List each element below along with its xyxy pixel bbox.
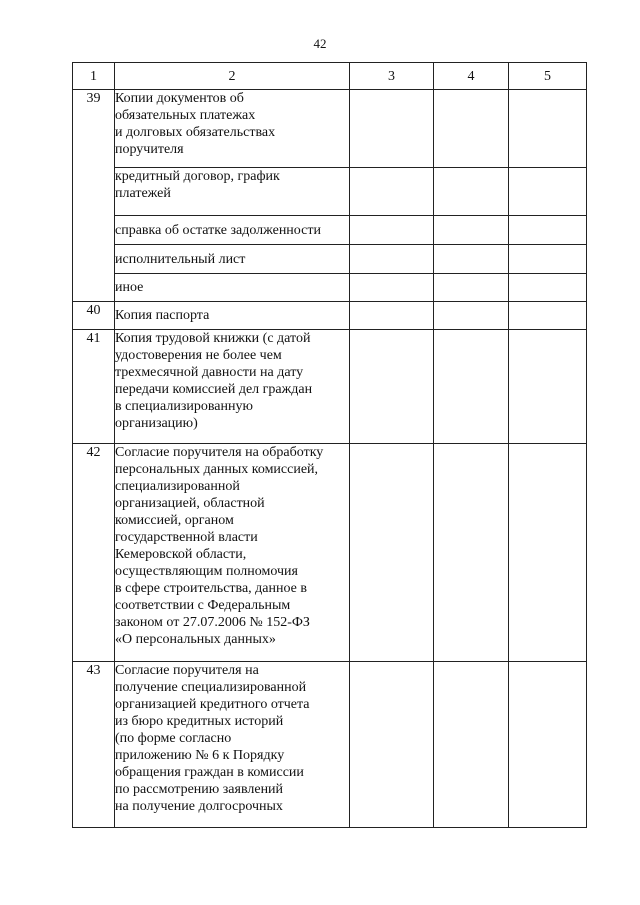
cell-col3 <box>350 245 434 274</box>
cell-col5 <box>509 245 587 274</box>
cell-col3 <box>350 216 434 245</box>
table-row <box>73 216 587 245</box>
cell-col4 <box>434 274 509 302</box>
column-header-4: 4 <box>434 63 509 90</box>
table-row <box>73 662 587 828</box>
cell-col3 <box>350 302 434 330</box>
cell-col4 <box>434 90 509 168</box>
page-number: 42 <box>313 36 327 51</box>
table-row <box>73 245 587 274</box>
cell-col3 <box>350 168 434 216</box>
row-number-40: 40 <box>73 302 115 330</box>
cell-col5 <box>509 444 587 662</box>
column-header-1: 1 <box>73 63 115 90</box>
cell-col3 <box>350 662 434 828</box>
row-41-text: Копия трудовой книжки (с датой удостоверения не более чем трехмесячной давности на дату передачи комиссией дел граждан в специализированную организацию) <box>115 330 350 444</box>
column-header-2: 2 <box>115 63 350 90</box>
cell-col3 <box>350 330 434 444</box>
cell-col4 <box>434 302 509 330</box>
table-row <box>73 274 587 302</box>
cell-col5 <box>509 302 587 330</box>
row-39-item-text: иное <box>115 274 350 302</box>
table-row <box>73 444 587 662</box>
row-39-item-text: исполнительный лист <box>115 245 350 274</box>
table-row <box>73 90 587 168</box>
row-39-item-text: Копии документов об обязательных платежах и долговых обязательствах поручителя <box>115 90 350 168</box>
table-header-row <box>73 63 587 90</box>
cell-col4 <box>434 662 509 828</box>
row-40-text: Копия паспорта <box>115 302 350 330</box>
row-number-41: 41 <box>73 330 115 444</box>
column-header-3: 3 <box>350 63 434 90</box>
cell-col3 <box>350 90 434 168</box>
row-39-item-text: кредитный договор, график платежей <box>115 168 350 216</box>
row-number-43: 43 <box>73 662 115 828</box>
table-row <box>73 168 587 216</box>
document-table <box>72 62 587 828</box>
cell-col3 <box>350 444 434 662</box>
row-42-text: Согласие поручителя на обработку персональных данных комиссией, специализированной организацией, областной комиссией, органом государственной власти Кемеровской области, осуществляющим полномочия в сфере строительства, данное в соответствии с Федеральным законом от 27.07.2006 № 152-ФЗ «О персональных данных» <box>115 444 350 662</box>
cell-col5 <box>509 274 587 302</box>
table-row <box>73 302 587 330</box>
column-header-5: 5 <box>509 63 587 90</box>
cell-col3 <box>350 274 434 302</box>
row-39-item-text: справка об остатке задолженности <box>115 216 350 245</box>
cell-col5 <box>509 168 587 216</box>
cell-col5 <box>509 216 587 245</box>
cell-col4 <box>434 330 509 444</box>
cell-col4 <box>434 168 509 216</box>
row-43-text: Согласие поручителя на получение специализированной организацией кредитного отчета из бюро кредитных историй (по форме согласно приложению № 6 к Порядку обращения граждан в комиссии по рассмотрению заявлений на получение долгосрочных <box>115 662 350 828</box>
row-number-39: 39 <box>73 90 115 302</box>
row-number-42: 42 <box>73 444 115 662</box>
cell-col4 <box>434 245 509 274</box>
cell-col4 <box>434 216 509 245</box>
cell-col5 <box>509 90 587 168</box>
cell-col5 <box>509 662 587 828</box>
cell-col5 <box>509 330 587 444</box>
table-row <box>73 330 587 444</box>
cell-col4 <box>434 444 509 662</box>
